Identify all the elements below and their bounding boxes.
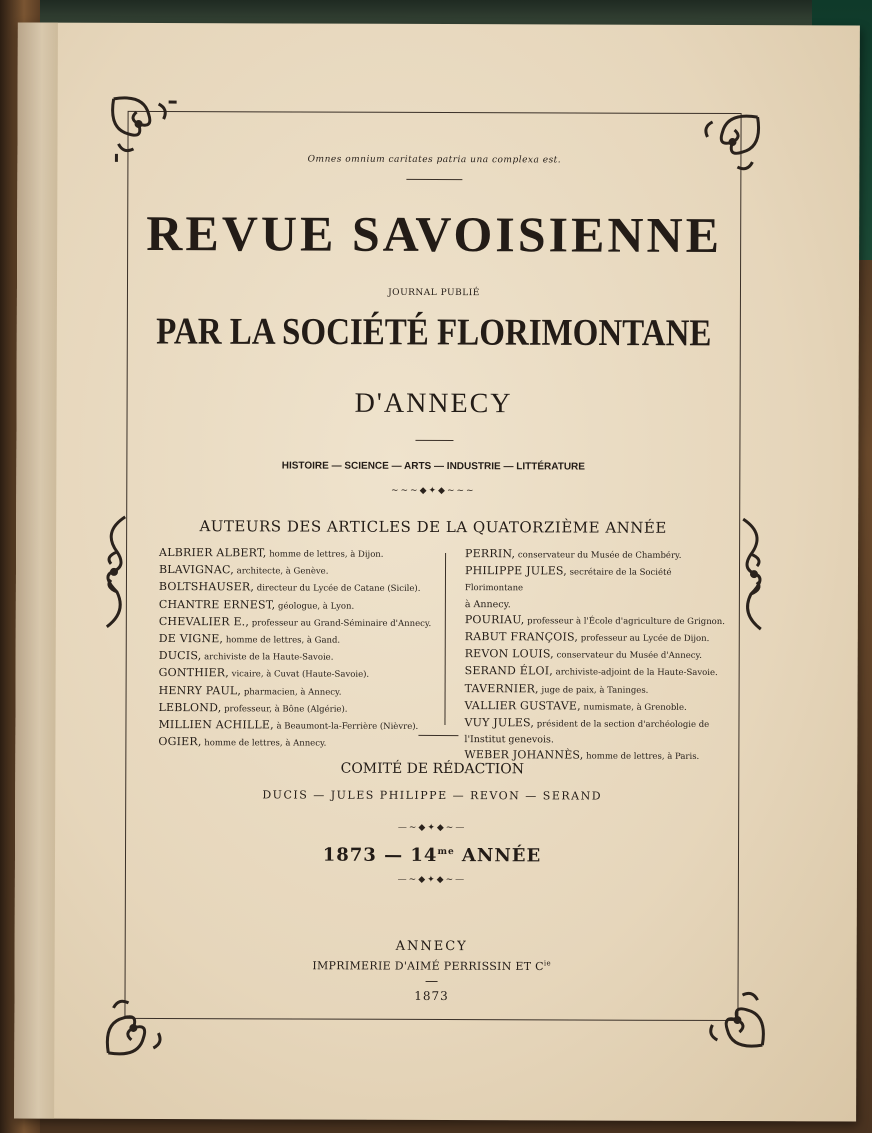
year-text: 1873 — 14 bbox=[322, 844, 438, 867]
flourish-divider-icon: —~◆✦◆~— bbox=[397, 822, 467, 834]
author-name: VALLIER GUSTAVE, bbox=[464, 698, 581, 713]
author-description: professeur au Grand-Séminaire d'Annecy. bbox=[249, 618, 432, 629]
printer-text: IMPRIMERIE D'AIMÉ PERRISSIN ET C bbox=[312, 959, 544, 974]
author-description: archiviste de la Haute-Savoie. bbox=[201, 652, 334, 663]
author-name: TAVERNIER, bbox=[464, 681, 539, 695]
ornament-side-icon bbox=[737, 514, 771, 634]
author-entry bbox=[464, 715, 729, 733]
author-description: homme de lettres, à Paris. bbox=[583, 751, 700, 763]
topics-line: HISTOIRE — SCIENCE — ARTS — INDUSTRIE — LITTÉRATURE bbox=[281, 460, 585, 473]
author-entry bbox=[465, 563, 730, 597]
author-entry bbox=[158, 700, 453, 718]
author-description: directeur du Lycée de Catane (Sicile). bbox=[254, 583, 421, 595]
author-description: pharmacien, à Annecy. bbox=[241, 686, 342, 698]
author-name: PHILIPPE JULES, bbox=[464, 564, 568, 578]
cover-frame bbox=[124, 111, 741, 1021]
year-superscript: me bbox=[437, 847, 455, 858]
author-entry bbox=[465, 664, 730, 682]
author-entry bbox=[159, 545, 454, 563]
author-entry bbox=[159, 631, 454, 649]
print-year: 1873 bbox=[414, 988, 449, 1004]
year-suffix: ANNÉE bbox=[454, 845, 542, 867]
author-entry bbox=[159, 648, 454, 666]
author-name: PERRIN, bbox=[465, 547, 516, 561]
author-name: ALBRIER ALBERT, bbox=[159, 546, 267, 560]
author-entry bbox=[159, 579, 454, 597]
author-description: secrétaire de la Société Florimontane bbox=[464, 567, 672, 594]
author-entry bbox=[465, 698, 730, 716]
author-entry bbox=[159, 665, 454, 683]
author-name: SERAND ÉLOI, bbox=[464, 664, 554, 678]
author-description: professeur au Lycée de Dijon. bbox=[578, 633, 710, 644]
author-description: numismate, à Grenoble. bbox=[580, 702, 687, 713]
author-entry bbox=[465, 612, 730, 630]
author-description: homme de lettres, à Annecy. bbox=[201, 738, 327, 749]
author-name: LEBLOND, bbox=[158, 700, 222, 715]
cover-spine bbox=[14, 23, 58, 1119]
divider bbox=[418, 735, 458, 736]
author-name: WEBER JOHANNÈS, bbox=[464, 748, 584, 762]
author-description: archiviste-adjoint de la Haute-Savoie. bbox=[552, 667, 718, 679]
author-entry bbox=[159, 562, 454, 580]
ornament-side-icon bbox=[97, 512, 131, 632]
author-entry bbox=[159, 614, 454, 632]
author-name: VUY JULES, bbox=[464, 716, 535, 730]
flourish-divider-icon: —~◆✦◆~— bbox=[397, 874, 467, 886]
journal-title: REVUE SAVOISIENNE bbox=[146, 204, 723, 263]
divider bbox=[415, 440, 453, 441]
author-description: juge de paix, à Taninges. bbox=[538, 684, 649, 696]
printer-superscript: ie bbox=[543, 959, 551, 968]
author-entry bbox=[465, 629, 730, 647]
author-entry bbox=[465, 546, 730, 564]
author-entry bbox=[158, 717, 453, 735]
flourish-divider-icon: ~~~◆✦◆~~~ bbox=[390, 485, 476, 497]
author-entry bbox=[159, 683, 454, 701]
author-name: CHEVALIER E., bbox=[158, 614, 250, 629]
authors-heading: AUTEURS DES ARTICLES DE LA QUATORZIÈME ANNÉE bbox=[199, 517, 667, 537]
committee-names: DUCIS — JULES PHILIPPE — REVON — SERAND bbox=[262, 788, 603, 803]
author-name: CHANTRE ERNEST, bbox=[158, 597, 276, 612]
ornament-corner-icon bbox=[692, 112, 762, 182]
author-name: REVON LOUIS, bbox=[464, 647, 554, 661]
author-description: conservateur du Musée d'Annecy. bbox=[553, 650, 702, 662]
author-description: vicaire, à Cuvat (Haute-Savoie). bbox=[228, 669, 370, 681]
author-name: BLAVIGNAC, bbox=[158, 563, 234, 577]
author-name: OGIER, bbox=[158, 735, 202, 749]
author-description: géologue, à Lyon. bbox=[275, 601, 355, 612]
publication-city: ANNECY bbox=[395, 938, 468, 955]
author-name: BOLTSHAUSER, bbox=[158, 580, 255, 594]
author-description-continued: l'Institut genevois. bbox=[464, 734, 554, 746]
author-entry bbox=[465, 646, 730, 664]
author-name: HENRY PAUL, bbox=[158, 683, 242, 697]
divider bbox=[406, 179, 462, 180]
author-name: RABUT FRANÇOIS, bbox=[464, 630, 579, 644]
author-description: homme de lettres, à Gand. bbox=[223, 635, 341, 646]
author-description-continued: à Annecy. bbox=[464, 598, 511, 610]
subtitle-society: PAR LA SOCIÉTÉ FLORIMONTANE bbox=[156, 311, 712, 355]
author-description: architecte, à Genève. bbox=[233, 566, 329, 577]
volume-year bbox=[126, 844, 738, 867]
author-name: GONTHIER, bbox=[158, 666, 229, 680]
author-description: conservateur du Musée de Chambéry. bbox=[515, 550, 682, 561]
author-name: POURIAU, bbox=[464, 612, 525, 627]
authors-column-right bbox=[464, 546, 730, 766]
printer-name bbox=[126, 958, 738, 974]
subtitle-city: D'ANNECY bbox=[354, 387, 513, 420]
journal-cover bbox=[14, 23, 860, 1122]
author-name: MILLIEN ACHILLE, bbox=[158, 718, 274, 732]
committee-heading: COMITÉ DE RÉDACTION bbox=[340, 760, 525, 778]
subtitle-small: JOURNAL PUBLIÉ bbox=[388, 287, 480, 299]
author-entry bbox=[465, 681, 730, 699]
author-entry bbox=[159, 597, 454, 615]
motto: Omnes omnium caritates patria una complexa est. bbox=[307, 154, 562, 166]
author-entry bbox=[158, 734, 453, 752]
authors-column-left bbox=[158, 545, 454, 752]
author-description: à Beaumont-la-Ferrière (Nièvre). bbox=[273, 721, 419, 732]
author-name: DE VIGNE, bbox=[158, 632, 224, 646]
author-description: président de la section d'archéologie de bbox=[534, 719, 710, 730]
divider bbox=[426, 981, 438, 982]
author-name: DUCIS, bbox=[158, 649, 202, 663]
author-description: homme de lettres, à Dijon. bbox=[266, 549, 384, 560]
author-description: professeur, à Bône (Algérie). bbox=[221, 704, 348, 715]
author-description: professeur à l'École d'agriculture de Grignon. bbox=[524, 616, 725, 627]
